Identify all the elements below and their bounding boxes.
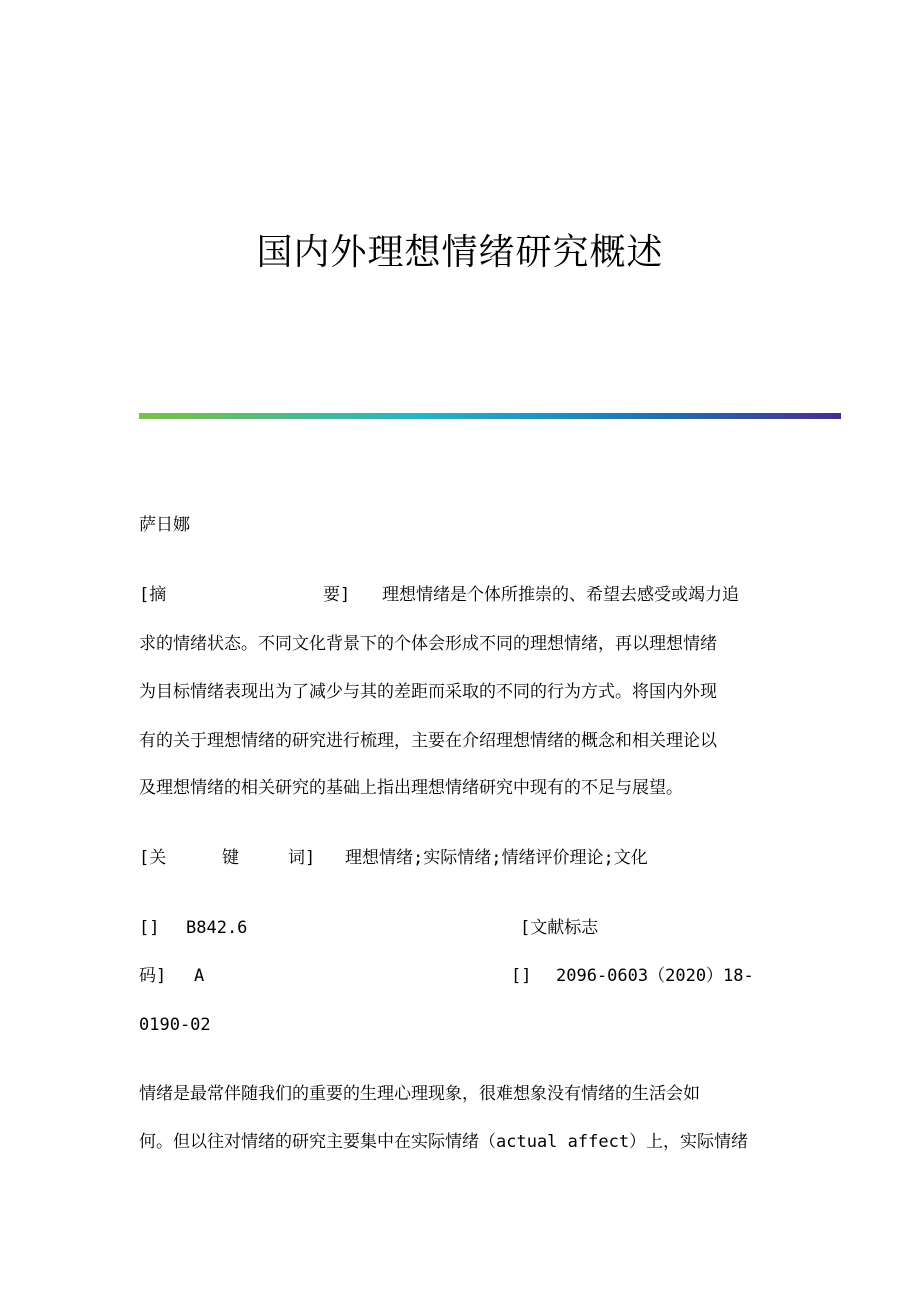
doc-mark-code: A	[194, 966, 205, 986]
body-line: 情绪是最常伴随我们的重要的生理心理现象，很难想象没有情绪的生活会如	[139, 1084, 700, 1104]
clc-bracket: []	[139, 918, 160, 938]
title-divider	[139, 413, 841, 419]
keywords-value: 理想情绪;实际情绪;情绪评价理论;文化	[345, 848, 648, 868]
abstract-line: 为目标情绪表现出为了减少与其的差距而采取的不同的行为方式。将国内外现	[139, 682, 717, 702]
document-title: 国内外理想情绪研究概述	[256, 232, 664, 273]
keywords-label-part: 键	[222, 848, 239, 868]
abstract-line: 理想情绪是个体所推崇的、希望去感受或竭力追	[382, 585, 739, 605]
article-id: 2096-0603（2020）18-	[556, 966, 754, 986]
keywords-label-part: 词]	[288, 848, 316, 868]
abstract-line: 求的情绪状态。不同文化背景下的个体会形成不同的理想情绪，再以理想情绪	[139, 634, 717, 654]
clc-code: B842.6	[186, 918, 248, 938]
body-line: 何。但以往对情绪的研究主要集中在实际情绪（actual affect）上，实际情绪	[139, 1132, 749, 1152]
doc-mark-label-end: 码]	[139, 966, 167, 986]
abstract-line: 及理想情绪的相关研究的基础上指出理想情绪研究中现有的不足与展望。	[139, 778, 683, 798]
abstract-label-open: [摘	[139, 585, 167, 605]
article-id-bracket: []	[511, 966, 532, 986]
author-name: 萨日娜	[139, 515, 190, 535]
keywords-label-part: [关	[139, 848, 167, 868]
doc-mark-label: [文献标志	[520, 918, 599, 938]
abstract-line: 有的关于理想情绪的研究进行梳理，主要在介绍理想情绪的概念和相关理论以	[139, 731, 717, 751]
article-id-continued: 0190-02	[139, 1015, 211, 1035]
abstract-label-close: 要]	[323, 585, 351, 605]
